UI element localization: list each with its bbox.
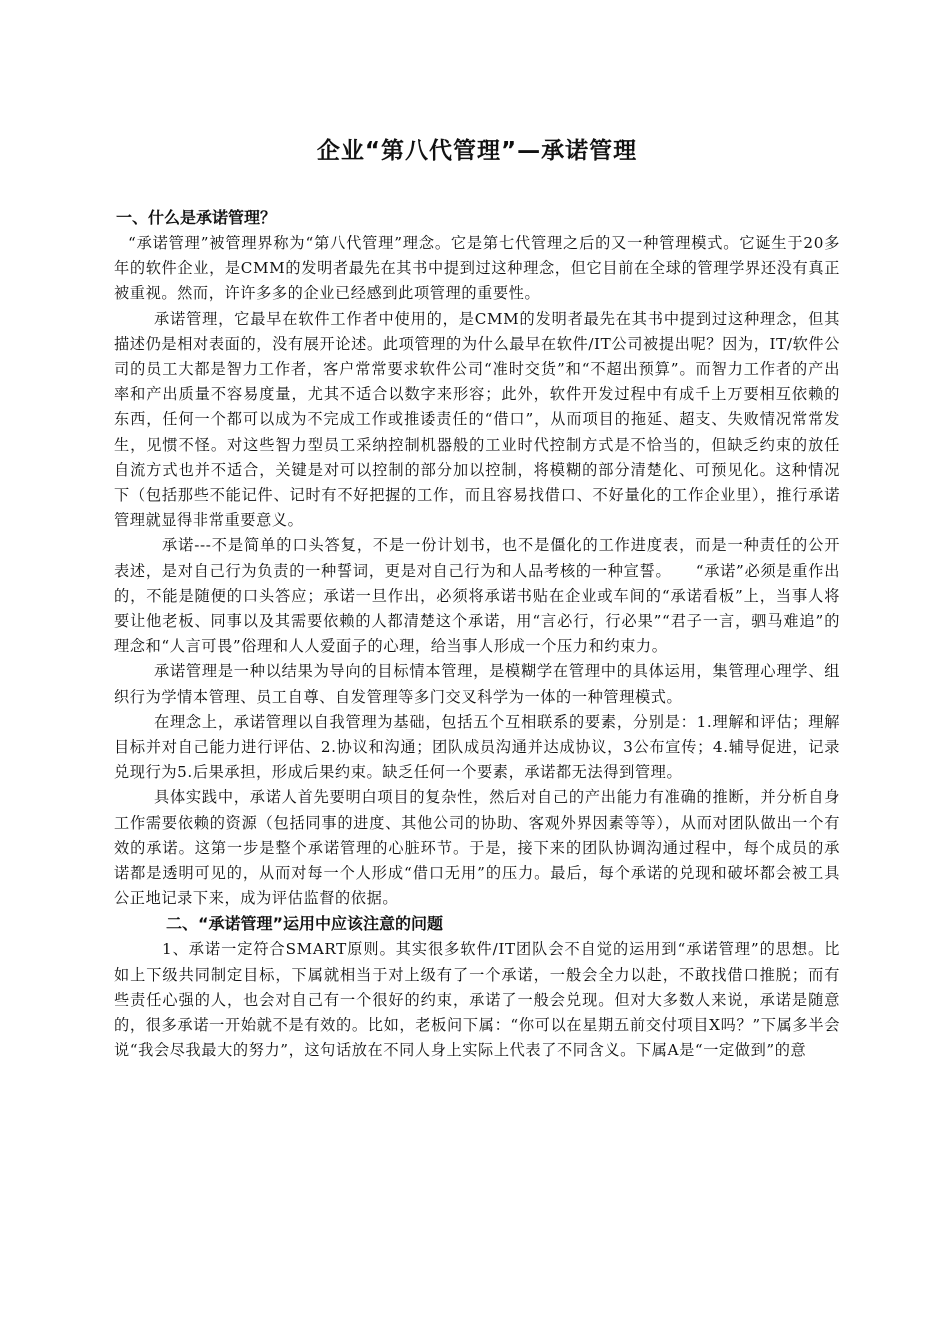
paragraph-2: 承诺管理，它最早在软件工作者中使用的，是CMM的发明者最先在其书中提到过这种理念，但其描述仍是相对表面的，没有展开论述。此项管理的为什么最早在软件/IT公司被提出呢？因为，IT/软件公司的员工大都是智力工作者，客户常常要求软件公司“准时交货”和“不超出预算”。而智力工作者的产出率和产出质量不容易度量，尤其不适合以数字来形容；此外，软件开发过程中有成千上万要相互依赖的东西，任何一个都可以成为不完成工作或推诿责任的“借口”，从而项目的拖延、超支、失败情况常常发生，见惯不怪。对这些智力型员工采纳控制机器般的工业时代控制方式是不恰当的，但缺乏约束的放任自流方式也并不适合，关键是对可以控制的部分加以控制，将模糊的部分清楚化、可预见化。这种情况下（包括那些不能记件、记时有不好把握的工作，而且容易找借口、不好量化的工作企业里），推行承诺管理就显得非常重要意义。 <box>114 309 840 530</box>
paragraph-4: 承诺管理是一种以结果为导向的目标情本管理，是模糊学在管理中的具体运用，集管理心理学、组织行为学情本管理、员工自尊、自发管理等多门交叉科学为一体的一种管理模式。 <box>114 662 840 706</box>
paragraph-6: 具体实践中，承诺人首先要明白项目的复杂性，然后对自己的产出能力有准确的推断，并分析自身工作需要依赖的资源（包括同事的进度、其他公司的协助、客观外界因素等等），从而对团队做出一个有效的承诺。这第一步是整个承诺管理的心脏环节。于是，接下来的团队协调沟通过程中，每个成员的承诺都是透明可见的，从而对每一个人形成“借口无用”的压力。最后，每个承诺的兑现和破坏都会被工具公正地记录下来，成为评估监督的依据。 <box>114 788 840 908</box>
paragraph-1: “承诺管理”被管理界称为“第八代管理”理念。它是第七代管理之后的又一种管理模式。它诞生于20多年的软件企业，是CMM的发明者最先在其书中提到过这种理念，但它目前在全球的管理学界还没有真正被重视。然而，许许多多的企业已经感到此项管理的重要性。 <box>114 234 840 303</box>
paragraph-5: 在理念上，承诺管理以自我管理为基础，包括五个互相联系的要素，分别是：1.理解和评估；理解目标并对自己能力进行评估、2.协议和沟通；团队成员沟通并达成协议，3公布宣传；4.辅导促进，记录兑现行为5.后果承担，形成后果约束。缺乏任何一个要素，承诺都无法得到管理。 <box>114 712 840 782</box>
section-heading-1: 一、什么是承诺管理？ <box>116 208 277 227</box>
paragraph-3: 承诺---不是简单的口头答复，不是一份计划书，也不是僵化的工作进度表，而是一种责任的公开表述，是对自己行为负责的一种誓词，更是对自己行为和人品考核的一种宣誓。 “承诺”必须是重作出的，不能是随便的口头答应；承诺一旦作出，必须将承诺书贴在企业或车间的“承诺看板”上，当事人将要让他老板、同事以及其需要依赖的人都清楚这个承诺，用“言必行，行必果”“君子一言，驷马难追”的理念和“人言可畏”俗理和人人爱面子的心理，给当事人形成一个压力和约束力。 <box>114 536 840 656</box>
section-heading-2: 二、“承诺管理”运用中应该注意的问题 <box>166 914 444 934</box>
paragraph-7: 1、承诺一定符合SMART原则。其实很多软件/IT团队会不自觉的运用到“承诺管理”的思想。比如上下级共同制定目标，下属就相当于对上级有了一个承诺，一般会全力以赴，不敢找借口推脱；而有些责任心强的人，也会对自己有一个很好的约束，承诺了一般会兑现。但对大多数人来说，承诺是随意的，很多承诺一开始就不是有效的。比如，老板问下属：“你可以在星期五前交付项目X吗？”下属多半会说“我会尽我最大的努力”，这句话放在不同人身上实际上代表了不同含义。下属A是“一定做到”的意 <box>114 940 840 1060</box>
page-title: 企业“第八代管理”—承诺管理 <box>316 138 638 164</box>
